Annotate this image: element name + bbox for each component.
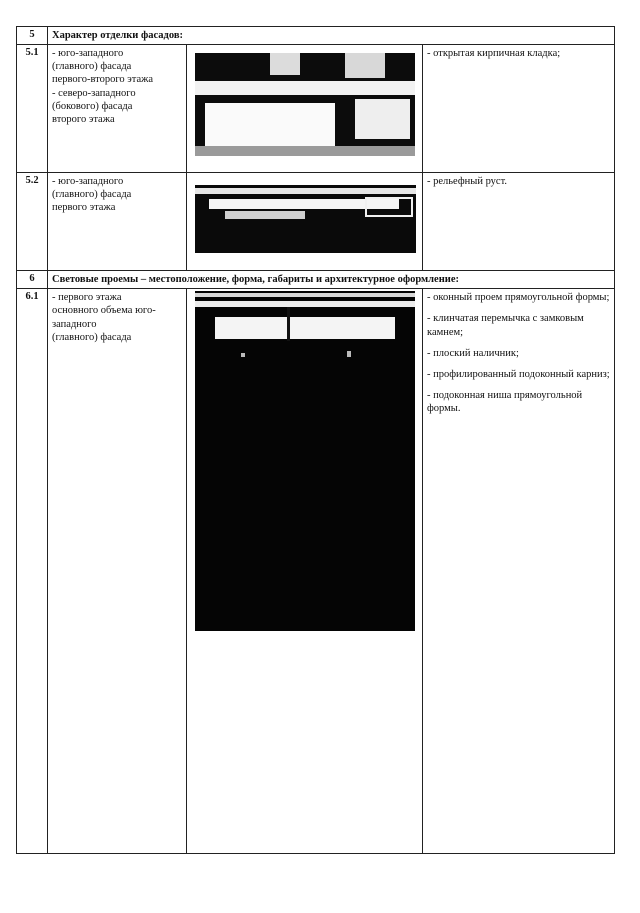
subject-line: - первого этажа	[52, 292, 122, 304]
subject-line: (главного) фасада	[52, 61, 132, 73]
subject-line: западного	[52, 318, 97, 330]
subject-line: основного объема юго-	[52, 305, 156, 317]
window-photo	[195, 291, 415, 631]
row-number: 5.1	[17, 45, 48, 173]
facade-photo	[195, 185, 416, 253]
feature-item: - открытая кирпичная кладка;	[427, 48, 561, 60]
feature-item: - рельефный руст.	[427, 176, 508, 188]
row-photo-cell	[187, 45, 423, 173]
section-header-row	[17, 271, 615, 289]
subject-line: - юго-западного	[52, 48, 124, 60]
subject-line: - юго-западного	[52, 176, 124, 188]
row-number: 5.2	[17, 173, 48, 271]
subject-line: (главного) фасада	[52, 189, 132, 201]
feature-item: - профилированный подоконный карниз;	[427, 368, 610, 380]
row-photo-cell	[187, 289, 423, 854]
feature-item: - плоский наличник;	[427, 347, 519, 359]
feature-item: - оконный проем прямоугольной формы;	[427, 292, 610, 304]
section-number: 6	[17, 271, 48, 289]
row-features	[423, 173, 615, 271]
row-features	[423, 45, 615, 173]
subject-line: первого-второго этажа	[52, 74, 154, 86]
subject-line: второго этажа	[52, 113, 115, 125]
table-row	[17, 45, 615, 173]
row-features	[423, 289, 615, 854]
table-row	[17, 173, 615, 271]
section-header-row	[17, 27, 615, 45]
section-title: Характер отделки фасадов:	[48, 27, 615, 45]
section-title: Световые проемы – местоположение, форма, габариты и архитектурное оформление:	[48, 271, 615, 289]
subject-line: (главного) фасада	[52, 331, 132, 343]
row-subject	[48, 289, 187, 854]
subject-line: первого этажа	[52, 202, 116, 214]
row-number: 6.1	[17, 289, 48, 854]
subject-line: (бокового) фасада	[52, 100, 133, 112]
section-number: 5	[17, 27, 48, 45]
feature-item: - подоконная ниша прямоугольной формы.	[427, 389, 583, 414]
feature-item: - клинчатая перемычка с замковым камнем;	[427, 313, 584, 338]
row-subject	[48, 173, 187, 271]
row-photo-cell	[187, 173, 423, 271]
row-subject	[48, 45, 187, 173]
subject-line: - северо-западного	[52, 87, 136, 99]
table-row	[17, 289, 615, 854]
heritage-passport-table	[16, 26, 615, 854]
facade-photo	[195, 53, 415, 156]
